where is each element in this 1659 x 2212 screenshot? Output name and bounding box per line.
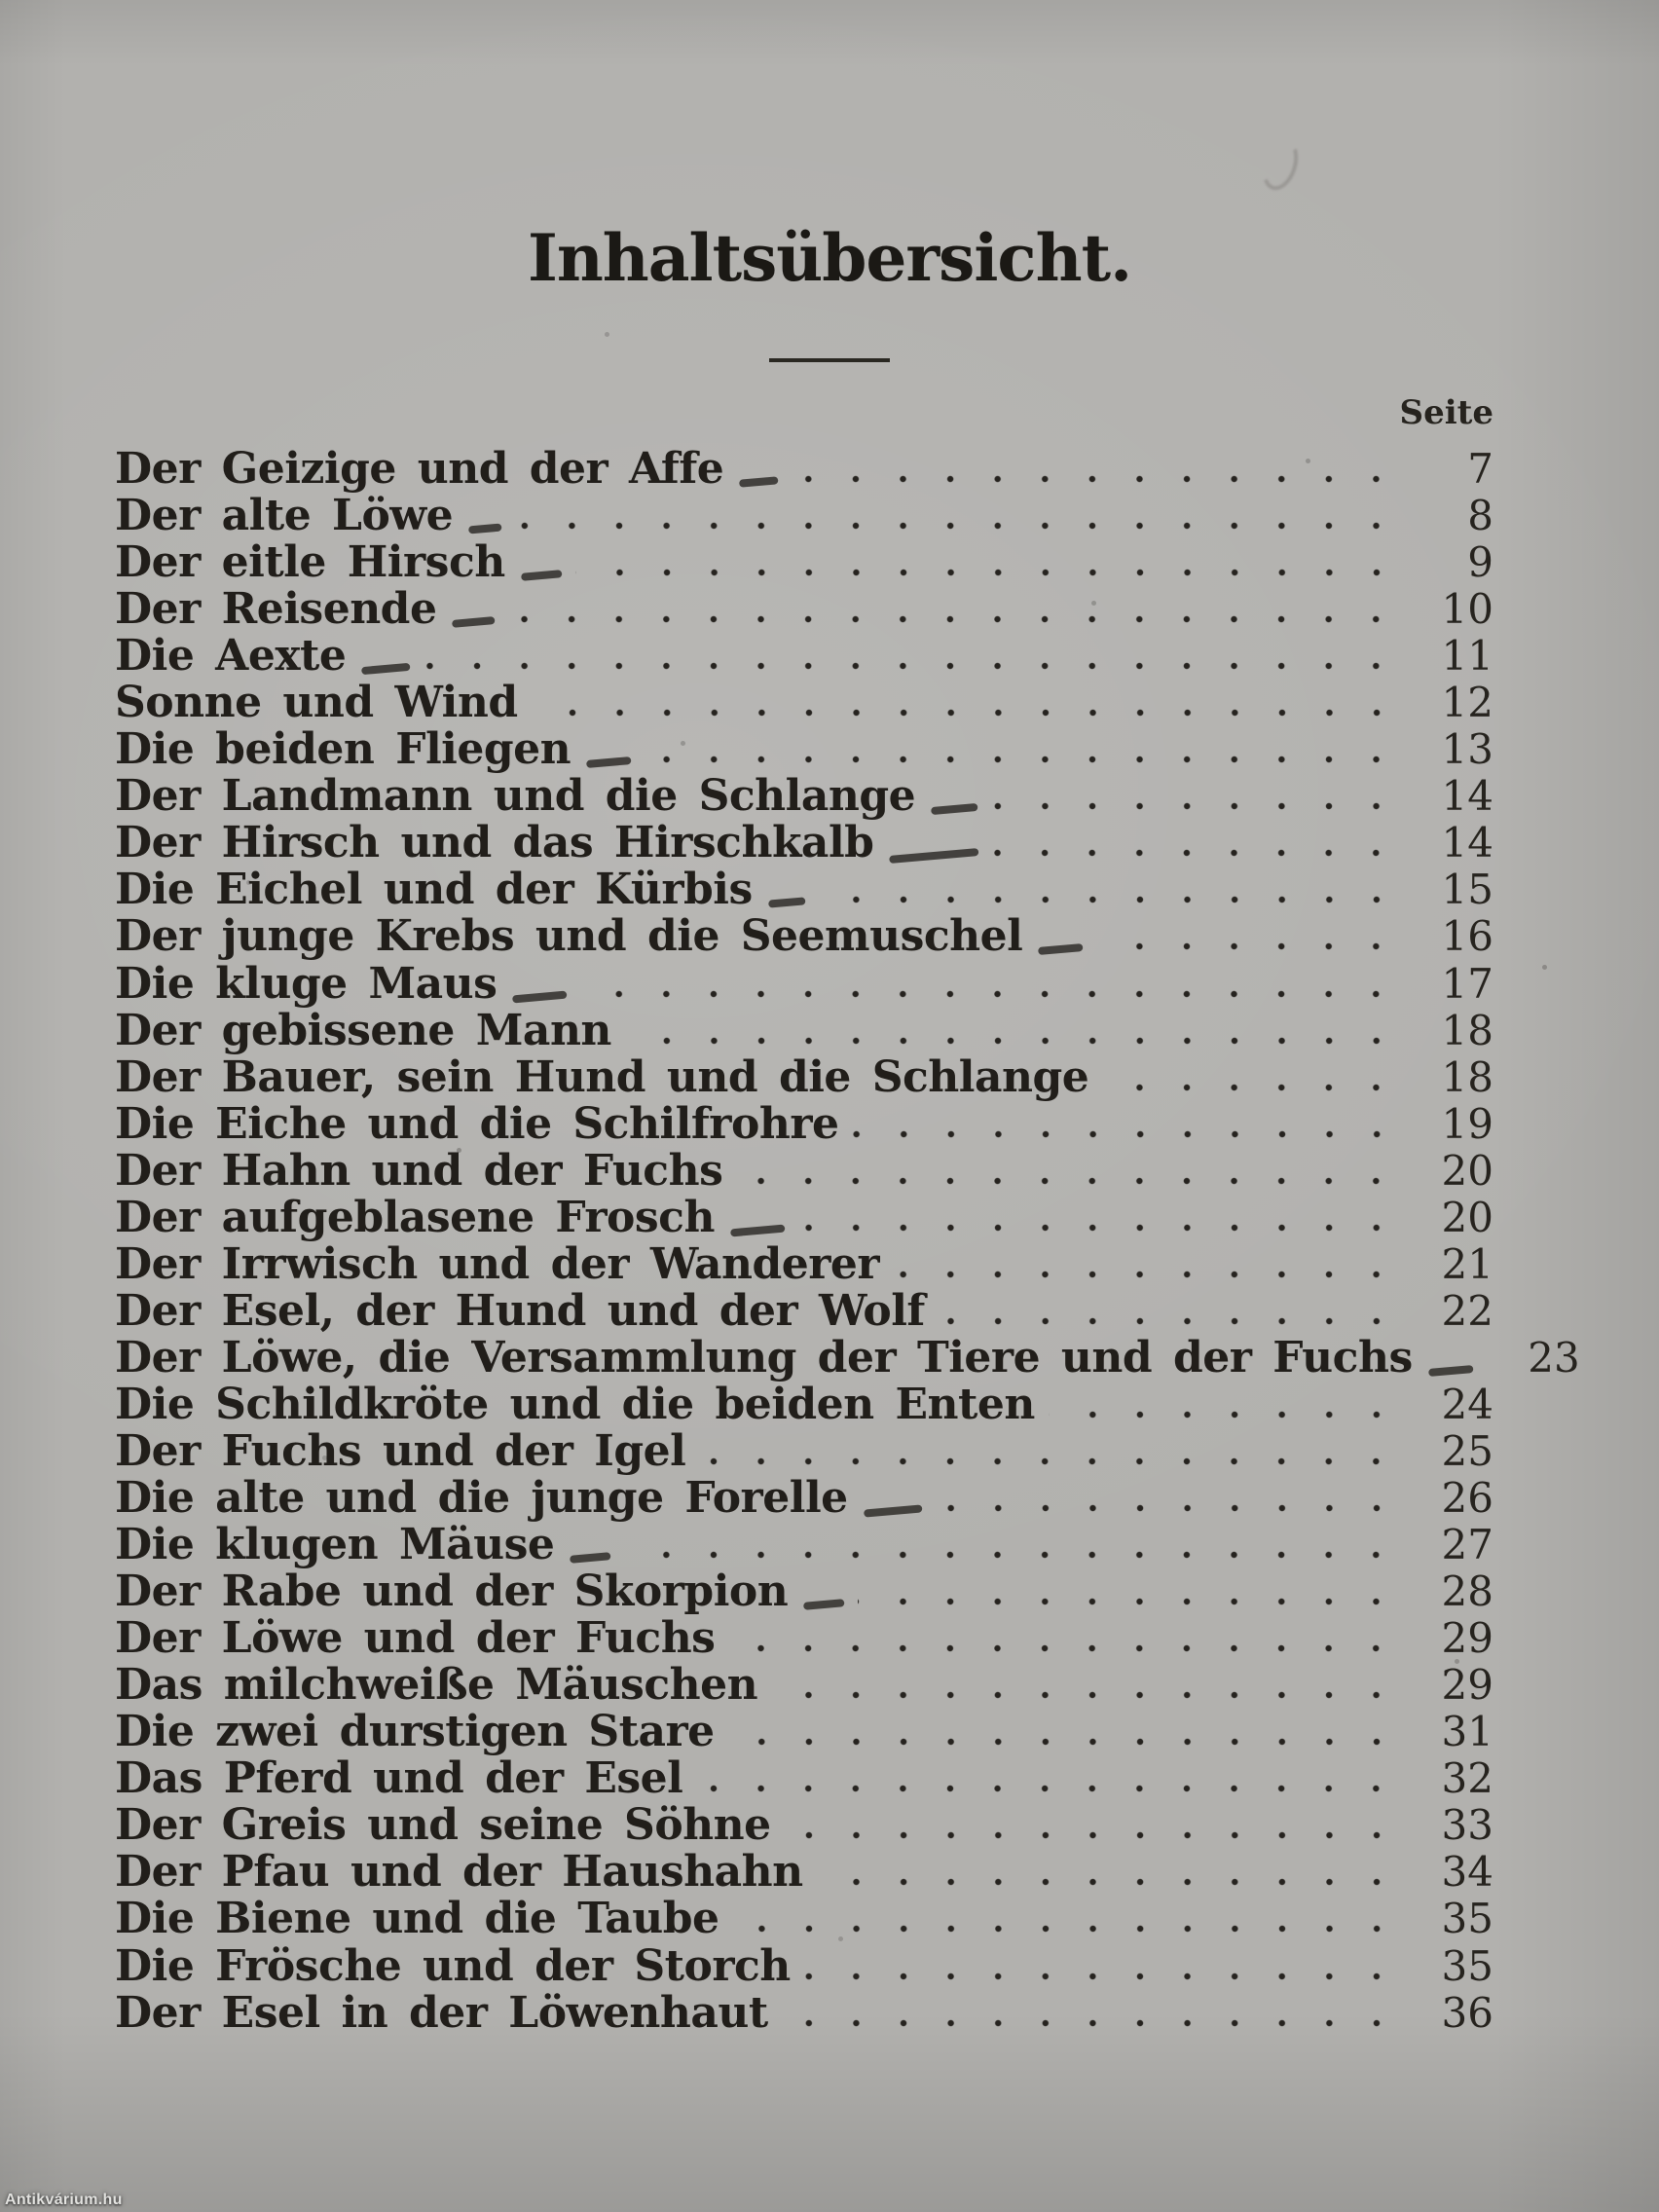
- entry-page-number: 29: [1441, 1614, 1493, 1663]
- dot-leader: [858, 1598, 1400, 1605]
- toc-entry: [115, 1522, 1493, 1568]
- pencil-mark: [931, 803, 978, 815]
- entry-title: Der Geizige und der Affe: [115, 444, 724, 494]
- entry-title: Die Frösche und der Storch: [115, 1940, 791, 1991]
- entry-page-number: 18: [1441, 1052, 1493, 1101]
- entry-page-number: 31: [1441, 1708, 1493, 1756]
- entry-page-number: 35: [1441, 1895, 1493, 1943]
- entry-title: Die alte und die junge Forelle: [115, 1473, 848, 1524]
- entry-title: Die Eiche und die Schilfrohre: [115, 1098, 839, 1149]
- dot-leader: [575, 569, 1400, 576]
- entry-page-number: 20: [1441, 1193, 1493, 1241]
- entry-title: Die zwei durstigen Stare: [115, 1707, 715, 1757]
- entry-page-number: 21: [1441, 1239, 1493, 1288]
- toc-content: [115, 393, 1580, 2038]
- entry-page-number: 24: [1441, 1380, 1493, 1428]
- entry-title: Der Löwe, die Versammlung der Tiere und der Fuchs: [115, 1332, 1413, 1382]
- entry-title: Der Irrwisch und der Wanderer: [115, 1238, 880, 1289]
- entry-title: Die beiden Fliegen: [115, 724, 571, 775]
- pencil-mark: [468, 524, 502, 535]
- entry-page-number: 8: [1467, 492, 1493, 540]
- toc-entry: [115, 1192, 1493, 1242]
- table-of-contents: [115, 444, 1580, 2038]
- entry-title: Der Esel, der Hund und der Wolf: [115, 1285, 925, 1336]
- entry-page-number: 7: [1467, 445, 1493, 493]
- dot-leader: [992, 849, 1400, 857]
- entry-page-number: 22: [1441, 1286, 1493, 1335]
- entry-page-number: 9: [1467, 538, 1493, 587]
- entry-title: Der Hirsch und das Hirschkalb: [115, 818, 874, 868]
- entry-page-number: 33: [1441, 1801, 1493, 1850]
- page-column-header: Seite: [1399, 393, 1493, 432]
- pencil-mark: [739, 476, 779, 487]
- entry-page-number: 32: [1441, 1754, 1493, 1803]
- entry-title: Die Biene und die Taube: [115, 1894, 719, 1944]
- dot-leader: [1096, 942, 1400, 950]
- entry-page-number: 10: [1441, 585, 1493, 634]
- entry-page-number: 26: [1441, 1474, 1493, 1523]
- toc-entry: [115, 773, 1493, 820]
- pencil-mark: [803, 1599, 845, 1610]
- toc-entry: [115, 958, 1493, 1009]
- entry-page-number: 18: [1441, 1006, 1493, 1054]
- pencil-mark: [361, 663, 411, 675]
- pencil-mark: [864, 1504, 922, 1517]
- toc-entry: [115, 913, 1493, 960]
- dot-leader: [785, 1831, 1400, 1839]
- entry-title: Der eitle Hirsch: [115, 537, 505, 588]
- entry-page-number: 36: [1441, 1988, 1493, 2037]
- entry-page-number: 16: [1441, 912, 1493, 961]
- dot-leader: [515, 522, 1400, 530]
- dot-leader: [991, 802, 1400, 810]
- toc-entry: [115, 1802, 1493, 1849]
- entry-title: Der Reisende: [115, 584, 437, 635]
- toc-entry: [115, 1005, 1493, 1055]
- toc-entry: [115, 1849, 1493, 1896]
- entry-page-number: 12: [1441, 679, 1493, 727]
- toc-entry: [115, 866, 1493, 913]
- watermark: Antikvárium.hu: [5, 2192, 123, 2208]
- toc-entry: [115, 680, 1493, 726]
- toc-entry: [115, 1662, 1493, 1709]
- entry-title: Die klugen Mäuse: [115, 1520, 555, 1570]
- toc-entry: [115, 1615, 1493, 1662]
- entry-title: Die kluge Maus: [115, 958, 498, 1009]
- dot-leader: [939, 1317, 1400, 1325]
- entry-title: Der Hahn und der Fuchs: [115, 1145, 723, 1196]
- entry-title: Das milchweiße Mäuschen: [115, 1660, 758, 1711]
- toc-entry: [115, 1238, 1493, 1289]
- entry-title: Der junge Krebs und die Seemuschel: [115, 911, 1023, 962]
- entry-page-number: 17: [1441, 959, 1493, 1008]
- dot-leader: [771, 1691, 1400, 1699]
- page-title: Inhaltsübersicht.: [527, 220, 1132, 296]
- entry-page-number: 23: [1528, 1333, 1580, 1382]
- entry-title: Die Schildkröte und die beiden Enten: [115, 1379, 1035, 1429]
- entry-page-number: 35: [1441, 1941, 1493, 1990]
- dot-leader: [532, 709, 1400, 717]
- dot-leader: [624, 1551, 1400, 1559]
- title-divider: [769, 358, 890, 362]
- entry-title: Der alte Löwe: [115, 491, 454, 541]
- dot-leader: [733, 1925, 1400, 1933]
- entry-title: Der aufgeblasene Frosch: [115, 1192, 715, 1242]
- dot-leader: [1049, 1411, 1400, 1419]
- toc-entry: [115, 1051, 1493, 1102]
- dot-leader: [853, 1130, 1401, 1138]
- entry-title: Die Aexte: [115, 631, 347, 682]
- entry-title: Der Greis und seine Söhne: [115, 1800, 771, 1851]
- toc-entry: [115, 1332, 1580, 1382]
- entry-page-number: 27: [1441, 1521, 1493, 1569]
- entry-page-number: 19: [1441, 1099, 1493, 1148]
- entry-page-number: 11: [1441, 632, 1493, 681]
- entry-page-number: 20: [1441, 1146, 1493, 1195]
- pencil-mark: [1428, 1365, 1474, 1377]
- toc-entry: [115, 1709, 1493, 1755]
- toc-entry: [115, 1098, 1493, 1149]
- entry-title: Der Esel in der Löwenhaut: [115, 1987, 768, 2038]
- entry-title: Die Eichel und der Kürbis: [115, 865, 753, 915]
- toc-entry: [115, 726, 1493, 773]
- toc-entry: [115, 1568, 1493, 1615]
- dot-leader: [625, 1037, 1400, 1045]
- toc-entry: [115, 446, 1493, 493]
- toc-entry: [115, 1425, 1493, 1476]
- entry-title: Der Rabe und der Skorpion: [115, 1567, 789, 1617]
- toc-entry: [115, 493, 1493, 539]
- pencil-mark: [1038, 943, 1084, 955]
- entry-title: Der Pfau und der Haushahn: [115, 1847, 803, 1898]
- pencil-mark: [586, 756, 632, 768]
- paper-specks: [0, 0, 3, 3]
- dot-leader: [817, 1878, 1400, 1886]
- pencil-mark: [890, 848, 979, 864]
- toc-entry: [115, 633, 1493, 680]
- dot-leader: [782, 2019, 1400, 2027]
- toc-entry: [115, 1940, 1493, 1991]
- dot-leader: [696, 1785, 1400, 1792]
- pencil-mark: [512, 990, 567, 1003]
- entry-page-number: 13: [1441, 725, 1493, 774]
- dot-leader: [798, 1224, 1400, 1232]
- toc-entry: [115, 1285, 1493, 1336]
- dot-leader: [804, 1972, 1400, 1980]
- entry-page-number: 29: [1441, 1661, 1493, 1710]
- entry-page-number: 14: [1441, 772, 1493, 821]
- toc-entry: [115, 1755, 1493, 1802]
- pencil-mark: [521, 570, 563, 581]
- entry-page-number: 28: [1441, 1567, 1493, 1616]
- entry-page-number: 14: [1441, 819, 1493, 867]
- entry-page-number: 34: [1441, 1848, 1493, 1897]
- dot-leader: [699, 1457, 1400, 1465]
- toc-entry: [115, 1475, 1493, 1522]
- entry-page-number: 15: [1441, 866, 1493, 914]
- dot-leader: [1102, 1084, 1400, 1091]
- pencil-mark: [570, 1552, 611, 1564]
- dot-leader: [936, 1504, 1400, 1512]
- dot-leader: [508, 615, 1400, 623]
- toc-entry: [115, 1896, 1493, 1942]
- dot-leader: [728, 1644, 1400, 1652]
- dot-leader: [580, 990, 1400, 998]
- toc-entry: [115, 1145, 1493, 1196]
- entry-title: Der Landmann und die Schlange: [115, 771, 916, 822]
- dot-leader: [424, 662, 1400, 670]
- toc-entry: [115, 1379, 1493, 1429]
- toc-entry: [115, 1987, 1493, 2038]
- pencil-mark: [730, 1224, 785, 1236]
- dot-leader: [819, 896, 1400, 903]
- dot-leader: [736, 1177, 1400, 1185]
- entry-page-number: 25: [1441, 1426, 1493, 1475]
- pencil-mark: [452, 616, 496, 628]
- entry-title: Der Bauer, sein Hund und die Schlange: [115, 1051, 1089, 1102]
- dot-leader: [792, 475, 1400, 483]
- entry-title: Sonne und Wind: [115, 678, 518, 728]
- entry-title: Der Löwe und der Fuchs: [115, 1613, 716, 1664]
- pencil-mark: [768, 898, 806, 908]
- entry-title: Der gebissene Mann: [115, 1005, 611, 1055]
- entry-title: Das Pferd und der Esel: [115, 1753, 683, 1804]
- pencil-ghost-mark: [1256, 134, 1304, 195]
- dot-leader: [893, 1271, 1400, 1278]
- toc-entry: [115, 539, 1493, 586]
- dot-leader: [728, 1738, 1400, 1746]
- dot-leader: [645, 756, 1400, 763]
- entry-title: Der Fuchs und der Igel: [115, 1425, 686, 1476]
- toc-entry: [115, 820, 1493, 866]
- toc-entry: [115, 586, 1493, 633]
